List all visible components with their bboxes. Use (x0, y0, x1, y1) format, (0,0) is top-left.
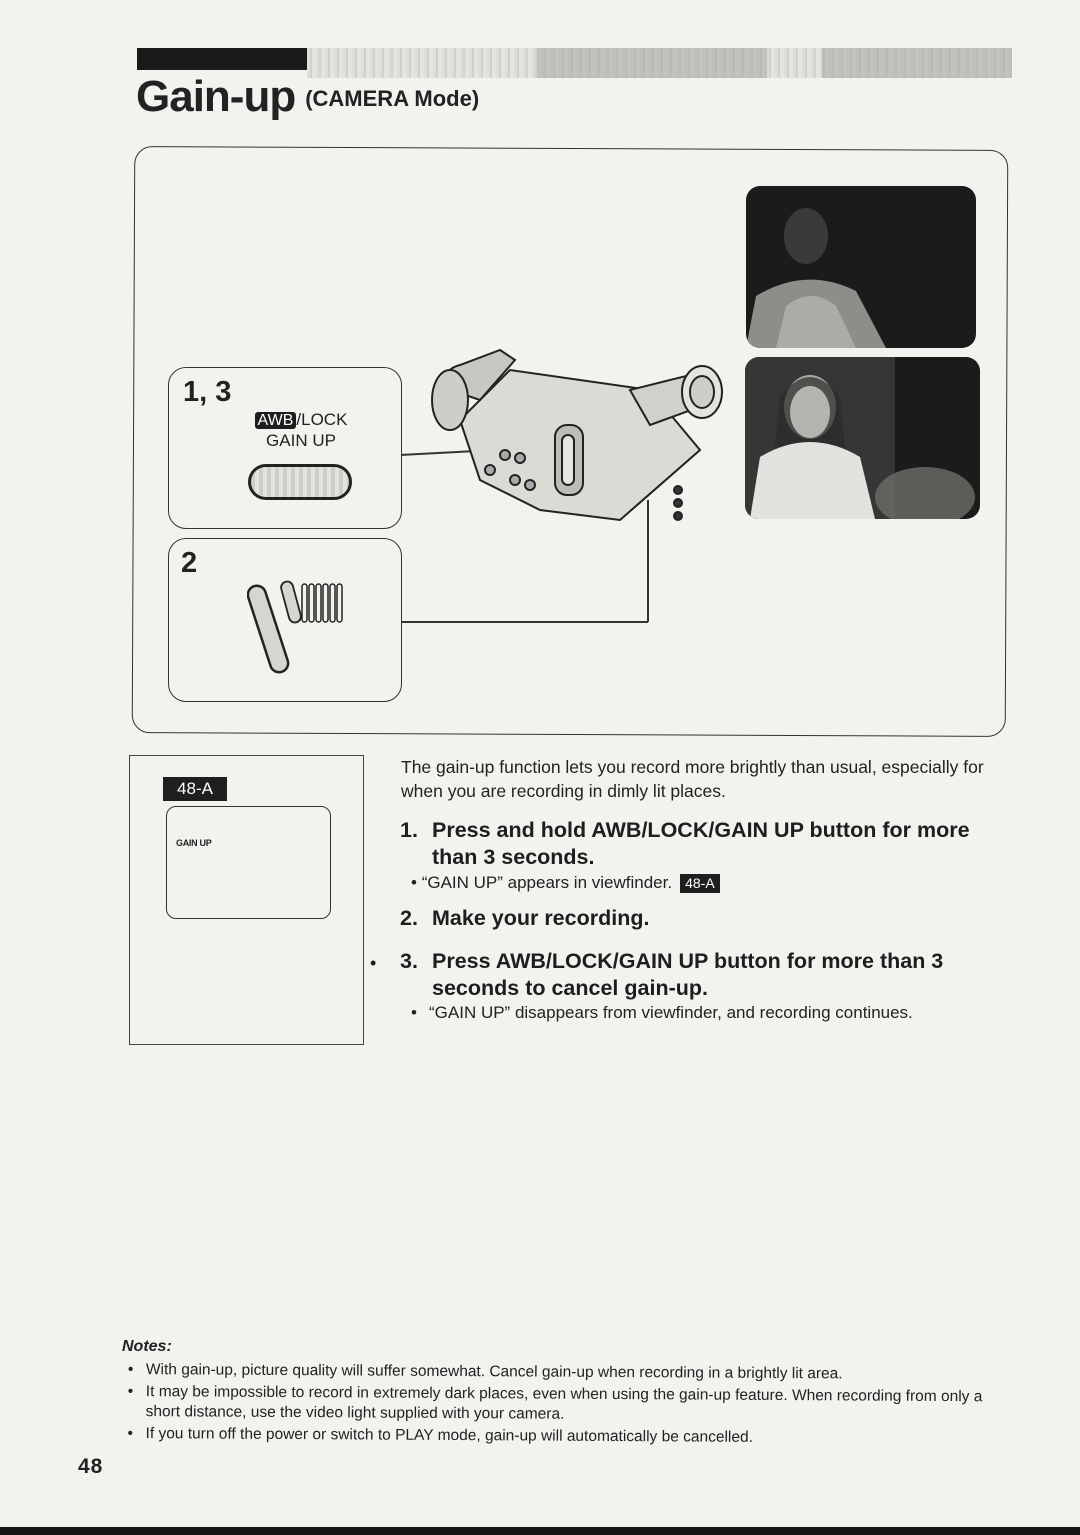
step-2 (400, 905, 1000, 932)
notes-title: Notes: (122, 1338, 172, 1355)
awb-badge: AWB (255, 412, 297, 429)
viewfinder-display-text: GAIN UP (176, 838, 212, 848)
start-stop-button-icon (247, 579, 357, 679)
viewfinder-badge: 48-A (163, 777, 227, 801)
header-bar-solid (137, 48, 307, 70)
intro-paragraph: The gain-up function lets you record more brightly than usual, especially for when you are recording in dimly lit places. (401, 757, 984, 801)
step-number: 3. (400, 949, 418, 973)
page-title (136, 72, 479, 122)
step-text: Press AWB/LOCK/GAIN UP button for more than 3 seconds to cancel gain-up. (432, 949, 944, 1000)
step-1 (400, 817, 1000, 871)
photo-dark-scene (746, 186, 976, 348)
step-text: Press and hold AWB/LOCK/GAIN UP button for more than 3 seconds. (432, 818, 970, 869)
photo-bright-scene (745, 357, 980, 519)
step-3-bullet: • “GAIN UP” disappears from viewfinder, and recording continues. (411, 1003, 913, 1022)
callout-awb-lock-gain-up-button (168, 367, 402, 529)
scan-edge (0, 1527, 1080, 1535)
stray-mark: • (370, 953, 377, 973)
step-3 (400, 948, 1000, 1002)
note-item: • If you turn off the power or switch to PLAY mode, gain-up will automatically be cancelled. (123, 1424, 983, 1449)
viewfinder-screen (166, 806, 331, 919)
leader-line-2 (400, 621, 648, 623)
callout-step-label: 1, 3 (183, 376, 232, 408)
note-item: • With gain-up, picture quality will suffer somewhat. Cancel gain-up when recording in a brightly lit area. (124, 1360, 984, 1385)
step-number: 2. (400, 906, 418, 930)
step-text: Make your recording. (432, 906, 650, 930)
notes-list (123, 1360, 984, 1451)
awb-lock-gain-up-label: AWB /LOCK GAIN UP (231, 410, 371, 451)
page-number: 48 (78, 1455, 104, 1478)
page-title-text: Gain-up (136, 72, 296, 121)
page-subtitle: (CAMERA Mode) (305, 86, 480, 112)
step-number: 1. (400, 818, 418, 842)
awb-lock-gain-up-button-icon (248, 464, 352, 500)
note-item: • It may be impossible to record in extremely dark places, even when using the gain-up feature. When recording from only a short distance, use the video light supplied with your camera. (124, 1382, 984, 1427)
step-1-bullet: • “GAIN UP” appears in viewfinder. 48-A (411, 872, 720, 894)
callout-step-label: 2 (181, 547, 198, 579)
camcorder-illustration (420, 330, 740, 530)
callout-recording-button (168, 538, 402, 702)
viewfinder-reference-badge: 48-A (680, 874, 720, 893)
